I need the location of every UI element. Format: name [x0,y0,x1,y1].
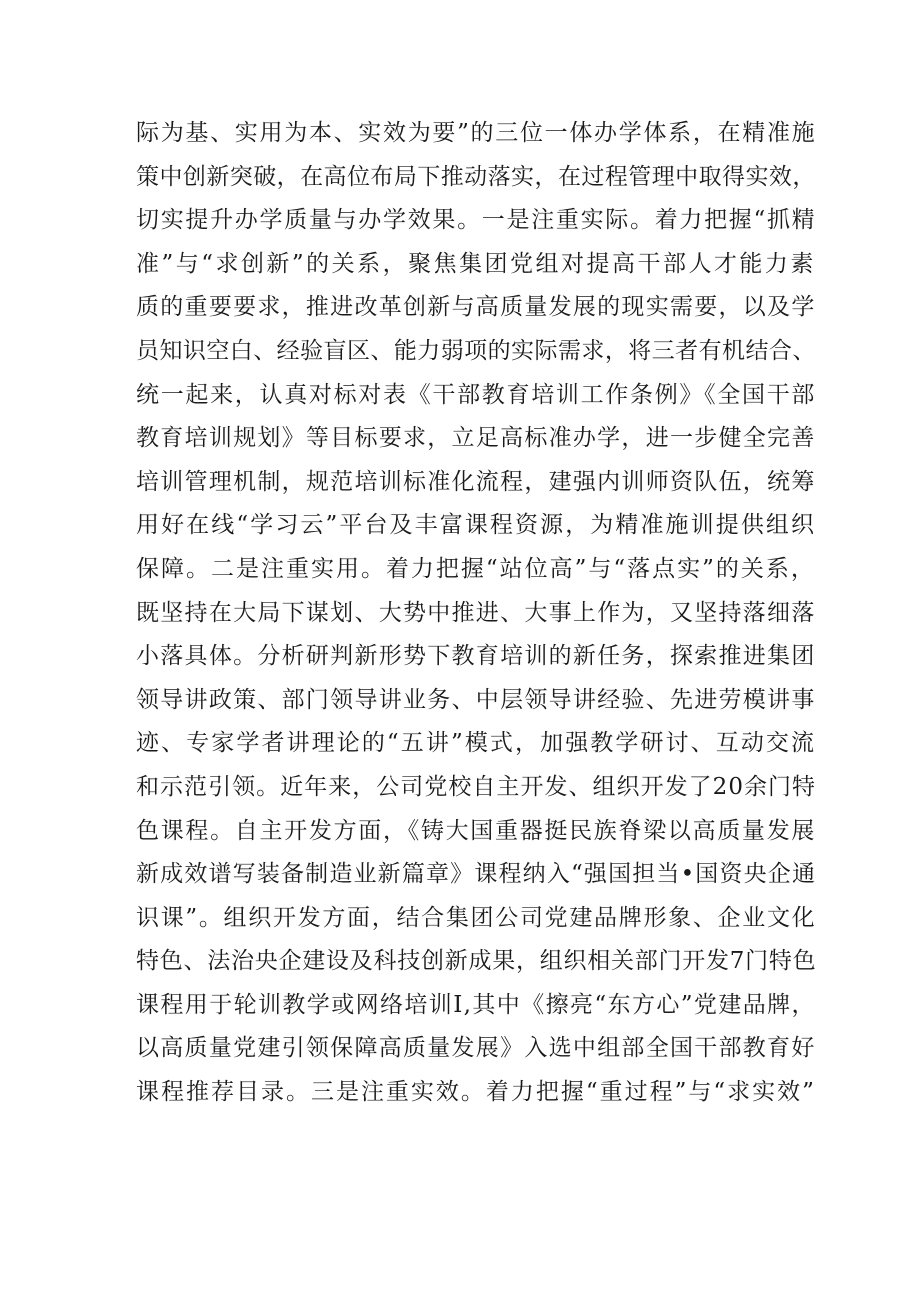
text-line-18: 新成效谱写装备制造业新篇章》课程纳入“强国担当•国资央企通 [136,861,817,888]
text-line-8: 教育培训规划》等目标要求，立足高标准办学，进一步健全完善 [136,425,816,452]
text-line-13: 小落具体。分析研判新形势下教育培训的新任务，探索推进集团 [136,643,816,670]
text-line-6: 员知识空白、经验盲区、能力弱项的实际需求，将三者有机结合、 [136,337,816,364]
text-line-4: 准”与“求创新”的关系，聚焦集团党组对提高干部人才能力素 [136,250,816,277]
body-paragraph [136,112,816,1115]
text-line-21: 课程用于轮训教学或网络培训I,其中《擦亮“东方心”党建品牌， [136,991,816,1018]
text-line-15: 迹、专家学者讲理论的“五讲”模式，加强教学研讨、互动交流 [136,730,817,757]
text-line-14: 领导讲政策、部门领导讲业务、中层领导讲经验、先进劳模讲事 [136,686,816,713]
text-line-16: 和示范引领。近年来，公司党校自主开发、组织开发了20余门特 [136,773,817,800]
text-line-12: 既坚持在大局下谋划、大势中推进、大事上作为，又坚持落细落 [136,599,816,626]
text-line-3: 切实提升办学质量与办学效果。一是注重实际。着力把握“抓精 [136,207,817,234]
text-line-11: 保障。二是注重实用。着力把握“站位高”与“落点实”的关系， [136,555,816,582]
text-line-17: 色课程。自主开发方面，《铸大国重器挺民族脊梁以高质量发展 [136,817,817,844]
text-line-1: 际为基、实用为本、实效为要”的三位一体办学体系，在精准施 [136,120,817,146]
text-line-10: 用好在线“学习云”平台及丰富课程资源，为精准施训提供组织 [136,512,817,539]
text-line-19: 识课”。组织开发方面，结合集团公司党建品牌形象、企业文化 [136,904,817,931]
text-line-23: 课程推荐目录。三是注重实效。着力把握“重过程”与“求实效” [136,1079,816,1106]
text-line-5: 质的重要要求，推进改革创新与高质量发展的现实需要，以及学 [136,294,816,321]
text-line-9: 培训管理机制，规范培训标准化流程，建强内训师资队伍，统筹 [136,468,816,495]
text-line-2: 策中创新突破，在高位布局下推动落实，在过程管理中取得实效， [136,163,816,190]
text-line-22: 以高质量党建引领保障高质量发展》入选中组部全国干部教育好 [136,1035,816,1062]
text-line-7: 统一起来，认真对标对表《干部教育培训工作条例》《全国干部 [136,381,817,408]
text-line-20: 特色、法治央企建设及科技创新成果，组织相关部门开发7门特色 [136,948,817,975]
